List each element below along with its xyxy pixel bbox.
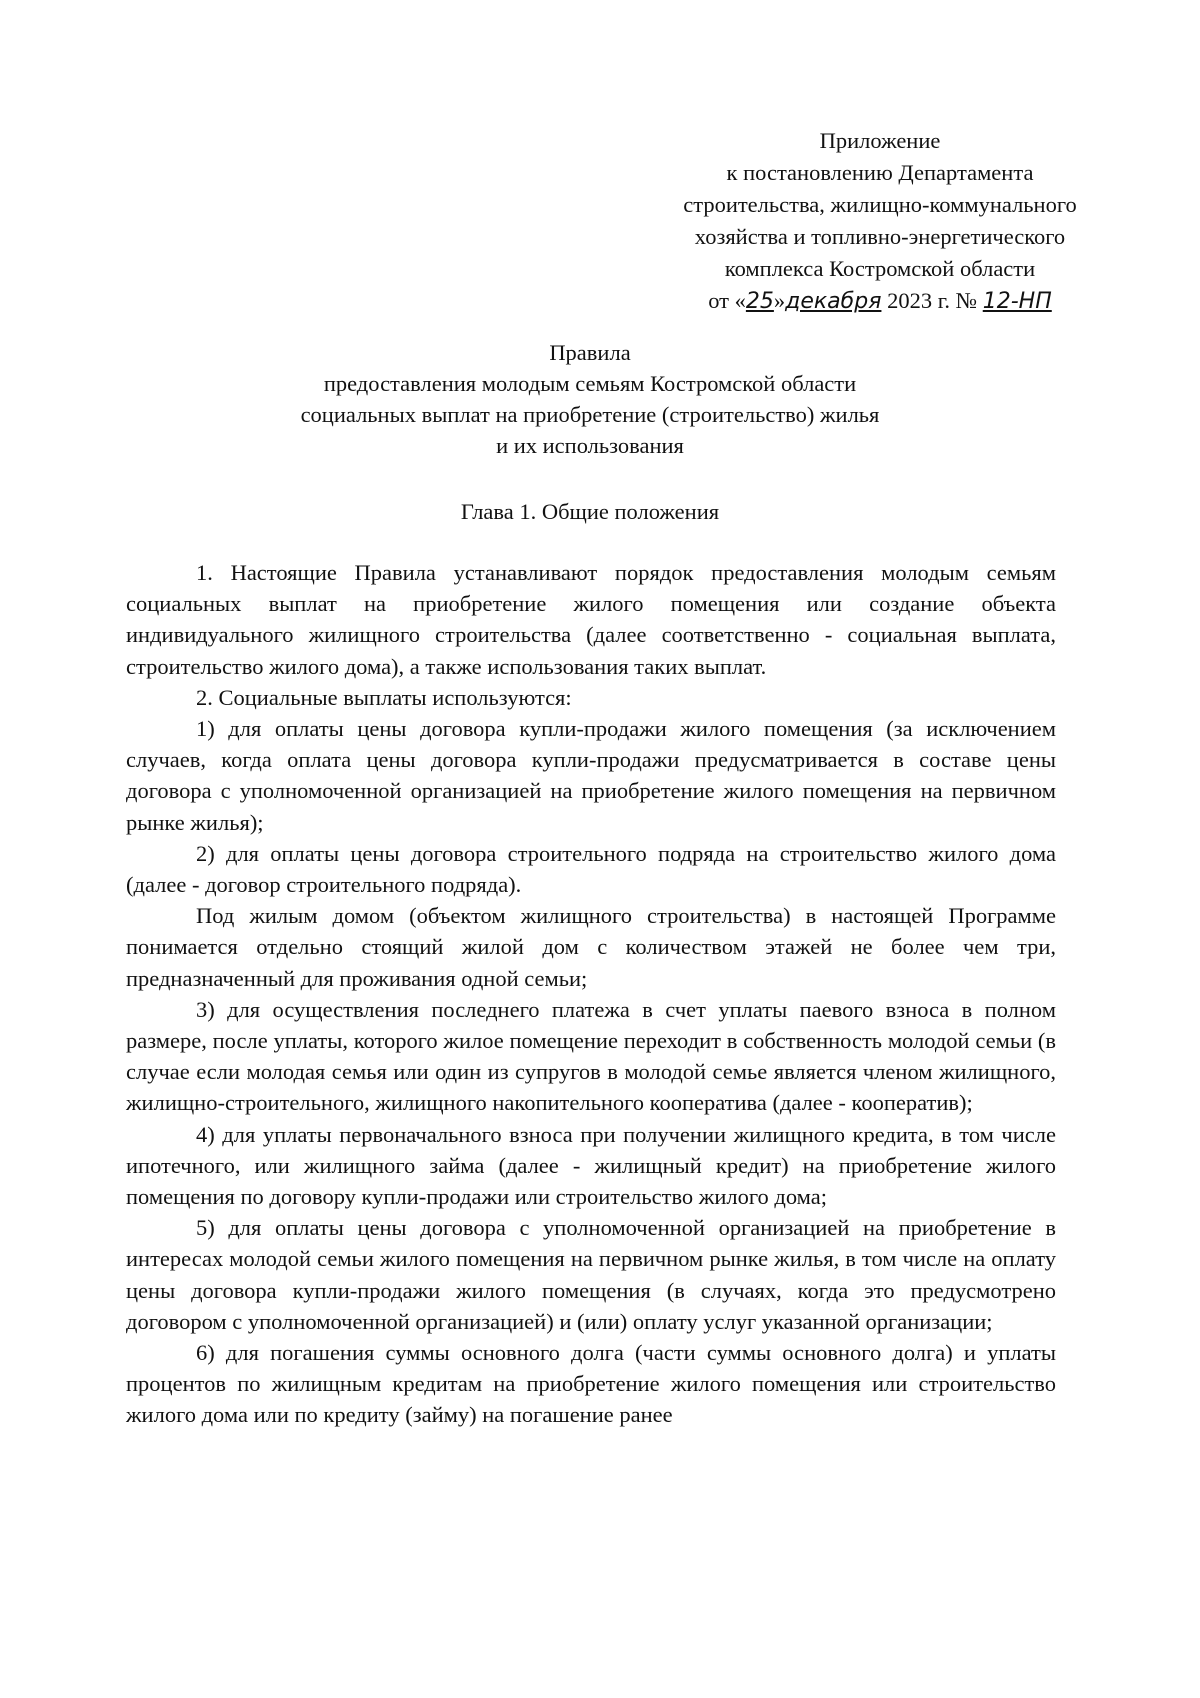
date-prefix: от « bbox=[708, 288, 746, 313]
handwritten-number: 12-НП bbox=[982, 289, 1052, 314]
paragraph: 1) для оплаты цены договора купли-продажи жилого помещения (за исключением случаев, когда оплата цены договора купли-продажи предусматривается в составе цены договора с уполномоченной организацией на приобретение жилого помещения на первичном рынке жилья); bbox=[126, 716, 1056, 835]
paragraph: 2. Социальные выплаты используются: bbox=[196, 684, 572, 710]
handwritten-day: 25 bbox=[745, 289, 774, 314]
appendix-line: комплекса Костромской области bbox=[724, 256, 1036, 281]
body-text bbox=[126, 557, 1056, 1431]
paragraph: 3) для осуществления последнего платежа в счет уплаты паевого взноса в полном размере, после уплаты, которого жилое помещение переходит в собственность молодой семьи (в случае если молодая семья или один из супругов в молодой семье является членом жилищного, жилищно-строительного, жилищного накопительного кооператива (далее - кооператив); bbox=[126, 996, 1056, 1116]
appendix-date-line bbox=[640, 285, 1120, 318]
appendix-line: хозяйства и топливно-энергетического bbox=[694, 224, 1066, 249]
paragraph: 6) для погашения суммы основного долга (части суммы основного долга) и уплаты процентов по жилищным кредитам на приобретение жилого помещения или строительство жилого дома или по кредиту (займу) на погашение ранее bbox=[126, 1340, 1056, 1428]
title-line: и их использования bbox=[496, 433, 684, 458]
title-line: Правила bbox=[549, 340, 631, 365]
date-mid: » bbox=[773, 288, 786, 313]
paragraph: 1. Настоящие Правила устанавливают порядок предоставления молодым семьям социальных выплат на приобретение жилого помещения или создание объекта индивидуального жилищного строительства (далее соответственно - социальная выплата, строительство жилого дома), а также использования таких выплат. bbox=[126, 560, 1056, 679]
chapter-heading: Глава 1. Общие положения bbox=[460, 499, 720, 524]
handwritten-month: декабря bbox=[785, 289, 882, 314]
appendix-title: Приложение bbox=[819, 128, 941, 153]
paragraph: 2) для оплаты цены договора строительного подряда на строительство жилого дома (далее - договор строительного подряда). bbox=[126, 840, 1056, 898]
appendix-line: к постановлению Департамента bbox=[726, 160, 1034, 185]
document-title bbox=[160, 337, 1020, 461]
appendix-block bbox=[640, 125, 1120, 318]
paragraph: Под жилым домом (объектом жилищного строительства) в настоящей Программе понимается отдельно стоящий жилой дом с количеством этажей не более чем три, предназначенный для проживания одной семьи; bbox=[126, 903, 1056, 991]
title-line: социальных выплат на приобретение (строительство) жилья bbox=[300, 402, 880, 427]
date-year: 2023 г. № bbox=[881, 288, 983, 313]
paragraph: 4) для уплаты первоначального взноса при получении жилищного кредита, в том числе ипотечного, или жилищного займа (далее - жилищный кредит) на приобретение жилого помещения по договору купли-продажи или строительство жилого дома; bbox=[126, 1121, 1056, 1210]
paragraph: 5) для оплаты цены договора с уполномоченной организацией на приобретение в интересах молодой семьи жилого помещения на первичном рынке жилья, в том числе на оплату цены договора купли-продажи жилого помещения (в случаях, когда это предусмотрено договором с уполномоченной организацией) и (или) оплату услуг указанной организации; bbox=[126, 1215, 1056, 1334]
appendix-line: строительства, жилищно-коммунального bbox=[683, 192, 1077, 217]
title-line: предоставления молодым семьям Костромской области bbox=[323, 371, 857, 396]
